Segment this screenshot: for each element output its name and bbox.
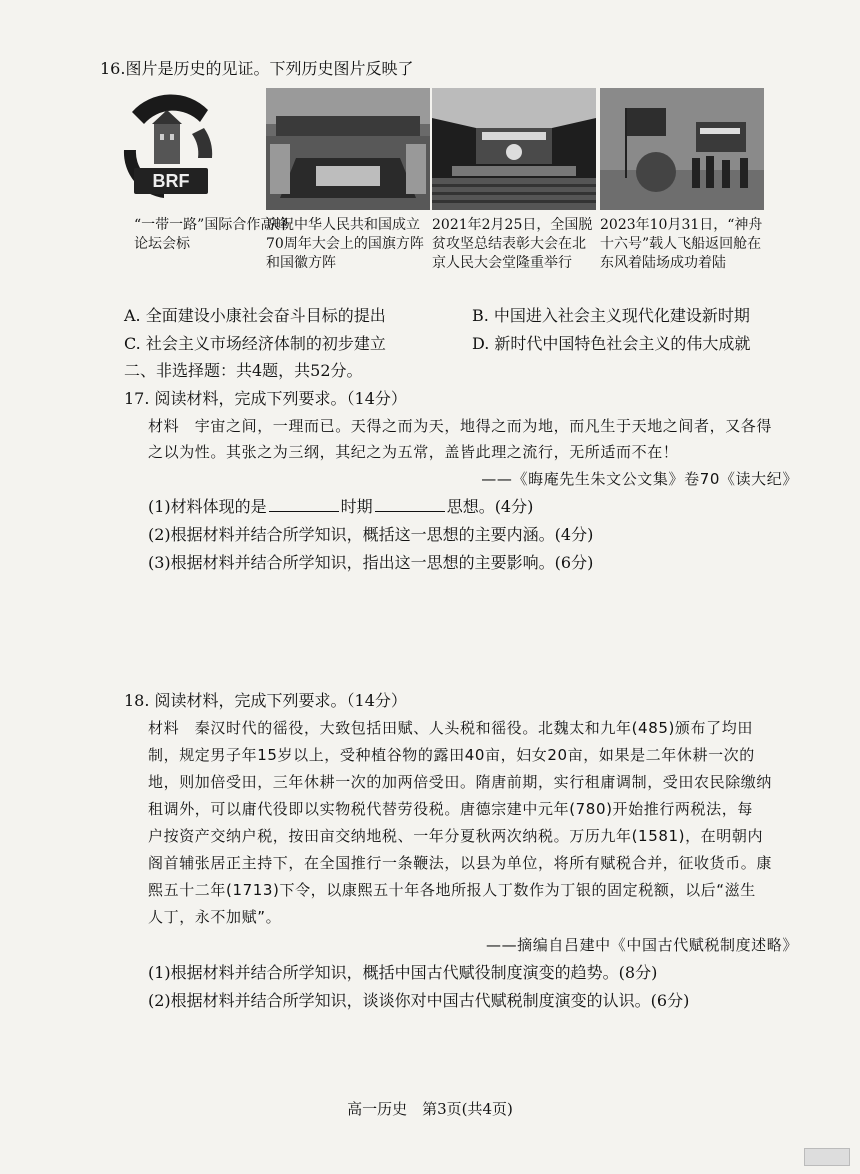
scanner-watermark-icon: [804, 1148, 850, 1166]
q18-material-line: 地，则加倍受田，三年休耕一次的加两倍受田。隋唐前期，实行租庸调制，受田农民除缴纳: [148, 773, 773, 791]
figure-3-caption: 2021年2月25日，全国脱贫攻坚总结表彰大会在北京人民大会堂隆重举行: [432, 217, 593, 271]
q18-source: ——摘编自吕建中《中国古代赋税制度述略》: [485, 936, 798, 954]
q18-material-line: 阁首辅张居正主持下，在全国推行一条鞭法，以县为单位，将所有赋税合并，征收货币。康: [148, 854, 773, 872]
q17-subquestion-1: [148, 496, 533, 518]
option-b: B. 中国进入社会主义现代化建设新时期: [472, 306, 750, 325]
q18-material-line: 户按资产交纳户税，按田亩交纳地税、一年分夏秋两次纳税。万历九年(1581)，在明朝内: [148, 827, 764, 845]
q17-material-line: 材料 宇宙之间，一理而已。天得之而为天，地得之而为地，而凡生于天地之间者，又各得: [148, 417, 773, 435]
q18-material-line: 熙五十二年(1713)下令，以康熙五十年各地所报人丁数作为丁银的固定税额，以后“滋生: [148, 881, 756, 899]
shenzhou-landing-photo: [600, 88, 764, 210]
answer-blank-1[interactable]: [269, 497, 339, 512]
q17-source: ——《晦庵先生朱文公文集》卷70《读大纪》: [481, 470, 798, 488]
q18-material-line: 制，规定男子年15岁以上，受种植谷物的露田40亩，妇女20亩，如果是二年休耕一次的: [148, 746, 755, 764]
page-footer: 高一历史 第3页(共4页): [347, 1100, 513, 1118]
figure-parade: [266, 88, 430, 271]
q17-material-line: 之以为性。其张之为三纲，其纪之为五常，盖皆此理之流行，无所适而不在！: [148, 443, 679, 461]
figure-great-hall: [432, 88, 596, 271]
question-18-title: 18. 阅读材料，完成下列要求。（14分）: [124, 691, 407, 710]
q17-q1-part-b: 时期: [340, 497, 373, 516]
figure-1-caption: “一带一路”国际合作高峰论坛会标: [134, 217, 289, 252]
option-d: D. 新时代中国特色社会主义的伟大成就: [472, 334, 751, 353]
figure-4-caption: 2023年10月31日，“神舟十六号”载人飞船返回舱在东风着陆场成功着陆: [600, 217, 763, 271]
brf-logo-icon: [104, 88, 268, 210]
parade-photo: [266, 88, 430, 210]
q17-q1-part-c: 思想。(4分): [446, 497, 534, 516]
option-c: C. 社会主义市场经济体制的初步建立: [124, 334, 386, 353]
q18-material-line: 材料 秦汉时代的徭役，大致包括田赋、人头税和徭役。北魏太和九年(485)颁布了均田: [148, 719, 753, 737]
question-17-title: 17. 阅读材料，完成下列要求。（14分）: [124, 389, 407, 408]
figure-shenzhou-landing: [600, 88, 764, 271]
figure-brf-logo: [104, 88, 289, 252]
brf-logo-text: BRF: [152, 171, 190, 191]
q18-material-line: 租调外，可以庸代役即以实物税代替劳役税。唐德宗建中元年(780)开始推行两税法，每: [148, 800, 753, 818]
q17-subquestion-3: (3)根据材料并结合所学知识，指出这一思想的主要影响。(6分): [148, 553, 594, 572]
q17-subquestion-2: (2)根据材料并结合所学知识，概括这一思想的主要内涵。(4分): [148, 525, 594, 544]
section-2-heading: 二、非选择题：共4题，共52分。: [124, 361, 363, 380]
question-16-title: 16.图片是历史的见证。下列历史图片反映了: [100, 59, 414, 78]
brf-logo-image: [104, 88, 268, 210]
q17-q1-part-a: (1)材料体现的是: [148, 497, 267, 516]
option-a: A. 全面建设小康社会奋斗目标的提出: [124, 306, 386, 325]
q18-material-line: 人丁，永不加赋”。: [148, 908, 282, 926]
great-hall-photo: [432, 88, 596, 210]
q18-subquestion-1: (1)根据材料并结合所学知识，概括中国古代赋役制度演变的趋势。(8分): [148, 963, 658, 982]
q18-subquestion-2: (2)根据材料并结合所学知识，谈谈你对中国古代赋税制度演变的认识。(6分): [148, 991, 690, 1010]
answer-blank-2[interactable]: [375, 497, 445, 512]
figure-2-caption: 庆祝中华人民共和国成立70周年大会上的国旗方阵和国徽方阵: [266, 217, 424, 271]
